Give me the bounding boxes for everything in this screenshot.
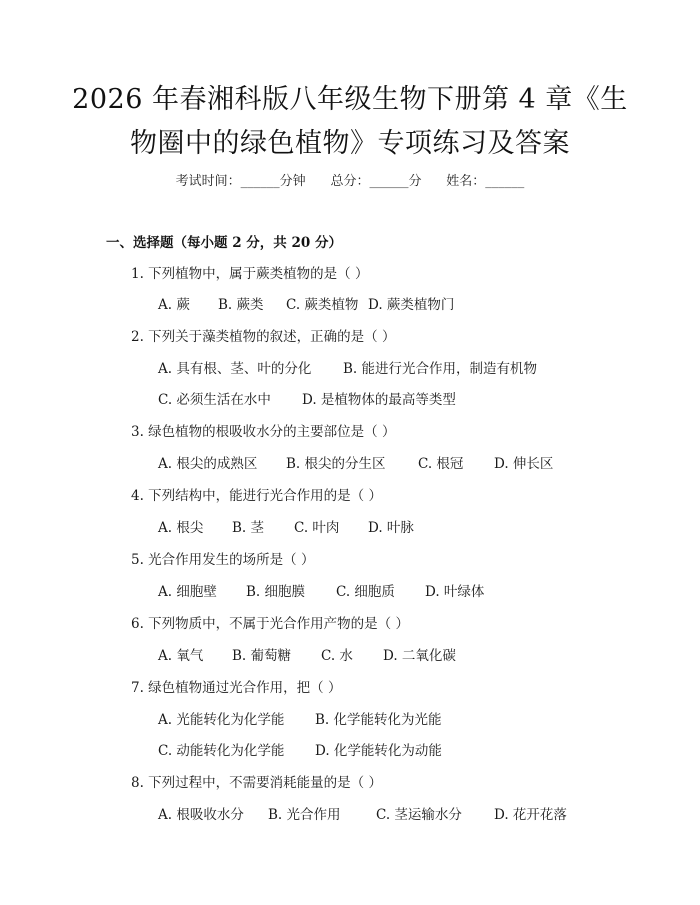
student-name-field: 姓名：______ bbox=[446, 174, 525, 189]
option: A. 根吸收水分 bbox=[158, 807, 244, 823]
option: D. 花开花落 bbox=[494, 807, 567, 823]
option: D. 二氧化碳 bbox=[383, 648, 456, 664]
option-row bbox=[158, 580, 484, 600]
option-row bbox=[158, 293, 454, 313]
exam-meta bbox=[0, 170, 700, 189]
option-row bbox=[158, 452, 553, 472]
option-row bbox=[158, 739, 442, 759]
question-stem: 1. 下列植物中，属于蕨类植物的是（ ） bbox=[131, 266, 369, 282]
option: D. 伸长区 bbox=[494, 456, 554, 472]
option: A. 细胞壁 bbox=[158, 584, 217, 600]
option: D. 是植物体的最高等类型 bbox=[302, 392, 456, 408]
option: C. 蕨类植物 bbox=[286, 297, 359, 313]
option: C. 细胞质 bbox=[336, 584, 395, 600]
question-stem: 3. 绿色植物的根吸收水分的主要部位是（ ） bbox=[131, 424, 396, 440]
question-stem: 2. 下列关于藻类植物的叙述，正确的是（ ） bbox=[131, 329, 396, 345]
option: B. 蕨类 bbox=[218, 297, 264, 313]
option: D. 蕨类植物门 bbox=[368, 297, 455, 313]
title-line-2: 物圈中的绿色植物》专项练习及答案 bbox=[130, 128, 570, 159]
option: D. 叶绿体 bbox=[425, 584, 485, 600]
option: A. 氧气 bbox=[158, 648, 204, 664]
question-stem: 7. 绿色植物通过光合作用，把（ ） bbox=[131, 680, 342, 696]
question-stem: 6. 下列物质中，不属于光合作用产物的是（ ） bbox=[131, 616, 409, 632]
exam-time-field: 考试时间：______分钟 bbox=[175, 174, 306, 189]
option: C. 根冠 bbox=[418, 456, 464, 472]
option: A. 蕨 bbox=[158, 297, 190, 313]
option: B. 光合作用 bbox=[268, 807, 341, 823]
option: A. 光能转化为化学能 bbox=[158, 712, 285, 728]
option: B. 化学能转化为光能 bbox=[315, 712, 442, 728]
option: A. 根尖 bbox=[158, 520, 204, 536]
total-score-field: 总分：______分 bbox=[330, 174, 422, 189]
option-row bbox=[158, 644, 456, 664]
option: C. 水 bbox=[321, 648, 353, 664]
option-row bbox=[158, 708, 442, 728]
option-row bbox=[158, 803, 567, 823]
question-stem: 5. 光合作用发生的场所是（ ） bbox=[131, 552, 315, 568]
option: B. 茎 bbox=[232, 520, 265, 536]
option: A. 具有根、茎、叶的分化 bbox=[158, 361, 312, 377]
option: A. 根尖的成熟区 bbox=[158, 456, 258, 472]
question-stem: 8. 下列过程中，不需要消耗能量的是（ ） bbox=[131, 775, 382, 791]
title-line-1: 2026 年春湘科版八年级生物下册第 4 章《生 bbox=[72, 84, 628, 115]
option-row bbox=[158, 357, 537, 377]
option-row bbox=[158, 516, 414, 536]
question-stem: 4. 下列结构中，能进行光合作用的是（ ） bbox=[131, 488, 382, 504]
option: C. 叶肉 bbox=[294, 520, 340, 536]
option: B. 葡萄糖 bbox=[232, 648, 292, 664]
section-heading: 一、选择题（每小题 2 分，共 20 分） bbox=[106, 235, 342, 251]
option-row bbox=[158, 388, 456, 408]
option: D. 化学能转化为动能 bbox=[315, 743, 442, 759]
option: C. 动能转化为化学能 bbox=[158, 743, 285, 759]
option: B. 根尖的分生区 bbox=[286, 456, 386, 472]
option: B. 细胞膜 bbox=[246, 584, 306, 600]
option: B. 能进行光合作用，制造有机物 bbox=[343, 361, 538, 377]
option: D. 叶脉 bbox=[368, 520, 414, 536]
document-title bbox=[60, 78, 640, 166]
option: C. 必须生活在水中 bbox=[158, 392, 271, 408]
option: C. 茎运输水分 bbox=[376, 807, 462, 823]
